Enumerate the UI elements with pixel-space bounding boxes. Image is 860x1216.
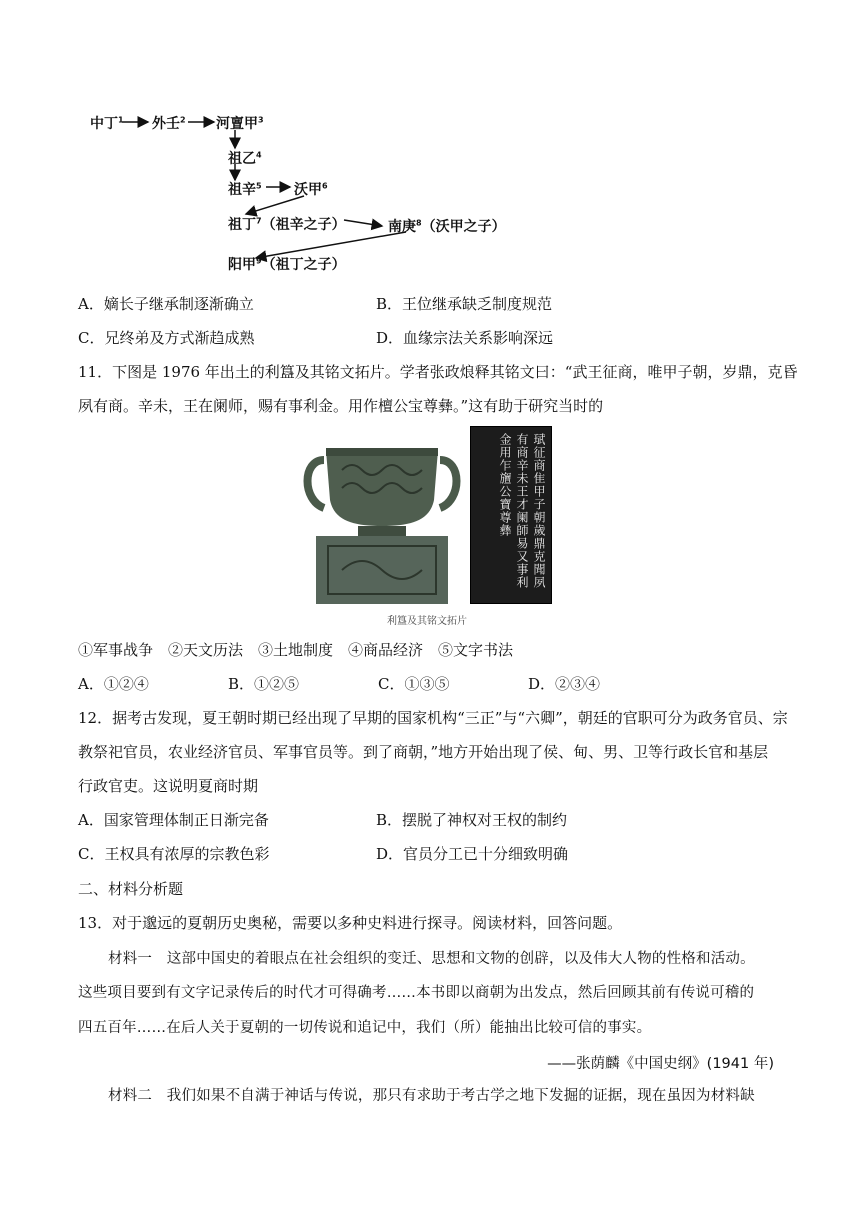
q12-stem-line1: 12．据考古发现，夏王朝时期已经出现了早期的国家机构“三正”与“六卿”，朝廷的官职可分为政务官员、宗 xyxy=(78,709,788,727)
node-zuyi: 祖乙$^4$ xyxy=(228,150,262,167)
q11-option-b: B．①②⑤ xyxy=(228,675,300,693)
q12-option-d: D．官员分工已十分细致明确 xyxy=(376,845,569,863)
material2-line1: 材料二 我们如果不自满于神话与传说，那只有求助于考古学之地下发掘的证据，现在虽因为材料缺 xyxy=(108,1088,755,1104)
li-gui-vessel-image xyxy=(302,430,462,610)
q12-stem-line2: 教祭祀官员，农业经济官员、军事官员等。到了商朝，”地方开始出现了侯、甸、男、卫等行政长官和基层 xyxy=(78,743,769,761)
material1-line1: 材料一 这部中国史的着眼点在社会组织的变迁、思想和文物的创辟，以及伟大人物的性格和活动。 xyxy=(108,951,755,967)
inscription-rubbing: 珷征商隹甲子朝歲鼎克聞夙有商辛未王才阑師易又事利金用乍旜公寶尊彝 xyxy=(470,426,552,604)
q11-stem-line1: 11．下图是 1976 年出土的利簋及其铭文拓片。学者张政烺释其铭文曰：“武王征商，唯甲子朝，岁鼎，克昏 xyxy=(78,363,798,381)
material1-line3: 四五百年……在后人关于夏朝的一切传说和追记中，我们（所）能抽出比较可信的事实。 xyxy=(78,1020,652,1036)
node-zuding: 祖丁$^7$（祖辛之子） xyxy=(228,216,346,233)
node-yangjia: 阳甲$^9$（祖丁之子） xyxy=(228,256,346,273)
q10-option-d: D．血缘宗法关系影响深远 xyxy=(376,329,554,347)
node-zuxin: 祖辛$^5$ xyxy=(228,181,262,198)
q12-option-b: B．摆脱了神权对王权的制约 xyxy=(376,811,568,829)
node-zhongding: 中丁$^1$ xyxy=(90,115,124,132)
q13-stem: 13．对于邈远的夏朝历史奥秘，需要以多种史料进行探寻。阅读材料，回答问题。 xyxy=(78,914,623,932)
material1-source: ——张荫麟《中国史纲》(1941 年) xyxy=(547,1056,774,1072)
q10-option-b: B．王位继承缺乏制度规范 xyxy=(376,295,553,313)
q11-option-c: C．①③⑤ xyxy=(378,675,450,693)
material1-line2: 这些项目要到有文字记录传后的时代才可得确考……本书即以商朝为出发点，然后回顾其前有传说可稽的 xyxy=(78,985,755,1001)
q11-stem-line2: 夙有商。辛未，王在阑师，赐有事利金。用作檀公宝尊彝。”这有助于研究当时的 xyxy=(78,397,604,415)
q11-items: ①军事战争 ②天文历法 ③土地制度 ④商品经济 ⑤文字书法 xyxy=(78,641,514,659)
q12-option-c: C．王权具有浓厚的宗教色彩 xyxy=(78,845,270,863)
q10-option-a: A．嫡长子继承制逐渐确立 xyxy=(78,295,254,313)
q11-option-a: A．①②④ xyxy=(78,675,149,693)
q12-stem-line3: 行政官吏。这说明夏商时期 xyxy=(78,777,259,795)
q12-option-a: A．国家管理体制正日渐完备 xyxy=(78,811,269,829)
li-gui-figure xyxy=(302,426,552,626)
succession-diagram xyxy=(86,108,526,278)
node-wojia: 沃甲$^6$ xyxy=(294,181,328,198)
node-nangeng: 南庚$^8$（沃甲之子） xyxy=(388,218,506,235)
q10-option-c: C．兄终弟及方式渐趋成熟 xyxy=(78,329,255,347)
figure-caption: 利簋及其铭文拓片 xyxy=(387,616,467,627)
node-wairen: 外壬$^2$ xyxy=(152,115,186,132)
section-heading: 二、材料分析题 xyxy=(78,880,184,898)
node-hedanjia: 河亶甲$^3$ xyxy=(216,115,264,132)
q11-option-d: D．②③④ xyxy=(528,675,601,693)
